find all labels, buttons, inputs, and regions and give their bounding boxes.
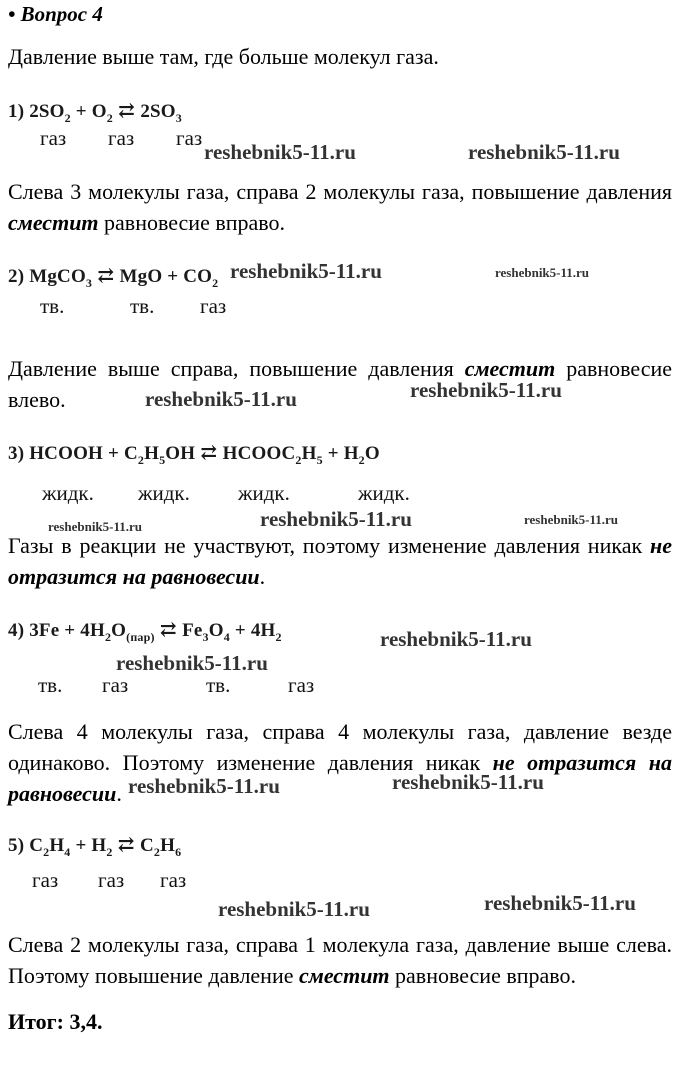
intro-text: Давление выше там, где больше молекул газа. (8, 44, 439, 69)
watermark: reshebnik5-11.ru (484, 891, 636, 915)
state-label: газ (176, 126, 203, 150)
watermark: reshebnik5-11.ru (145, 387, 297, 411)
state-label: газ (40, 126, 67, 150)
equation-5: 5) $C_2H_4 + H_2$ ⇄ $C_2H_6$ (8, 834, 182, 859)
state-label: газ (108, 126, 135, 150)
state-label: тв. (130, 294, 155, 318)
explanation-2: Давление выше справа, повышение давления сместит равновесие влево. (8, 356, 672, 412)
watermark: reshebnik5-11.ru (260, 507, 412, 531)
equation-1: 1) $2SO_2 + O_2$ ⇄ $2SO_3$ (8, 100, 182, 125)
watermark: reshebnik5-11.ru (495, 265, 590, 280)
watermark: reshebnik5-11.ru (230, 259, 382, 283)
state-label: газ (102, 673, 129, 697)
watermark: reshebnik5-11.ru (128, 774, 280, 798)
total-answer: Итог: 3,4. (8, 1009, 103, 1034)
watermark: reshebnik5-11.ru (524, 512, 619, 527)
state-label: газ (98, 868, 125, 892)
state-label: жидк. (358, 481, 410, 505)
state-label: газ (160, 868, 187, 892)
watermark: reshebnik5-11.ru (380, 627, 532, 651)
state-label: тв. (38, 673, 63, 697)
state-label: тв. (206, 673, 231, 697)
state-label: жидк. (238, 481, 290, 505)
state-label: жидк. (138, 481, 190, 505)
question-title: • Вопрос 4 (8, 2, 103, 26)
explanation-3: Газы в реакции не участвуют, поэтому изменение давления никак не отразится на равновесии. (8, 533, 672, 589)
explanation-4: Слева 4 молекулы газа, справа 4 молекулы газа, давление везде одинаково. Поэтому изменение давления никак не отразится на равновесии. (8, 719, 672, 806)
watermark: reshebnik5-11.ru (116, 651, 268, 675)
watermark: reshebnik5-11.ru (48, 519, 143, 534)
state-label: газ (32, 868, 59, 892)
state-label: газ (200, 294, 227, 318)
watermark: reshebnik5-11.ru (392, 770, 544, 794)
equation-3: 3) HCOOH + $C_2H_5OH$ ⇄ $HCOOC_2H_5 + H_2O$ (8, 442, 380, 467)
watermark: reshebnik5-11.ru (204, 140, 356, 164)
state-label: жидк. (42, 481, 94, 505)
watermark: reshebnik5-11.ru (468, 140, 620, 164)
watermark: reshebnik5-11.ru (218, 897, 370, 921)
equation-2: 2) MgCO$_3$ ⇄ MgO + $CO_2$ (8, 265, 219, 290)
equation-4: 4) $3Fe + 4H_2O_{(пар)}$ ⇄ $Fe_3O_4 + 4H_2$ (8, 619, 282, 644)
explanation-5: Слева 2 молекулы газа, справа 1 молекула газа, давление выше слева. Поэтому повышение давление сместит равновесие вправо. (8, 932, 672, 988)
state-label: тв. (40, 294, 65, 318)
explanation-1: Слева 3 молекулы газа, справа 2 молекулы газа, повышение давления сместит равновесие вправо. (8, 179, 672, 235)
watermark: reshebnik5-11.ru (410, 378, 562, 402)
state-label: газ (288, 673, 315, 697)
